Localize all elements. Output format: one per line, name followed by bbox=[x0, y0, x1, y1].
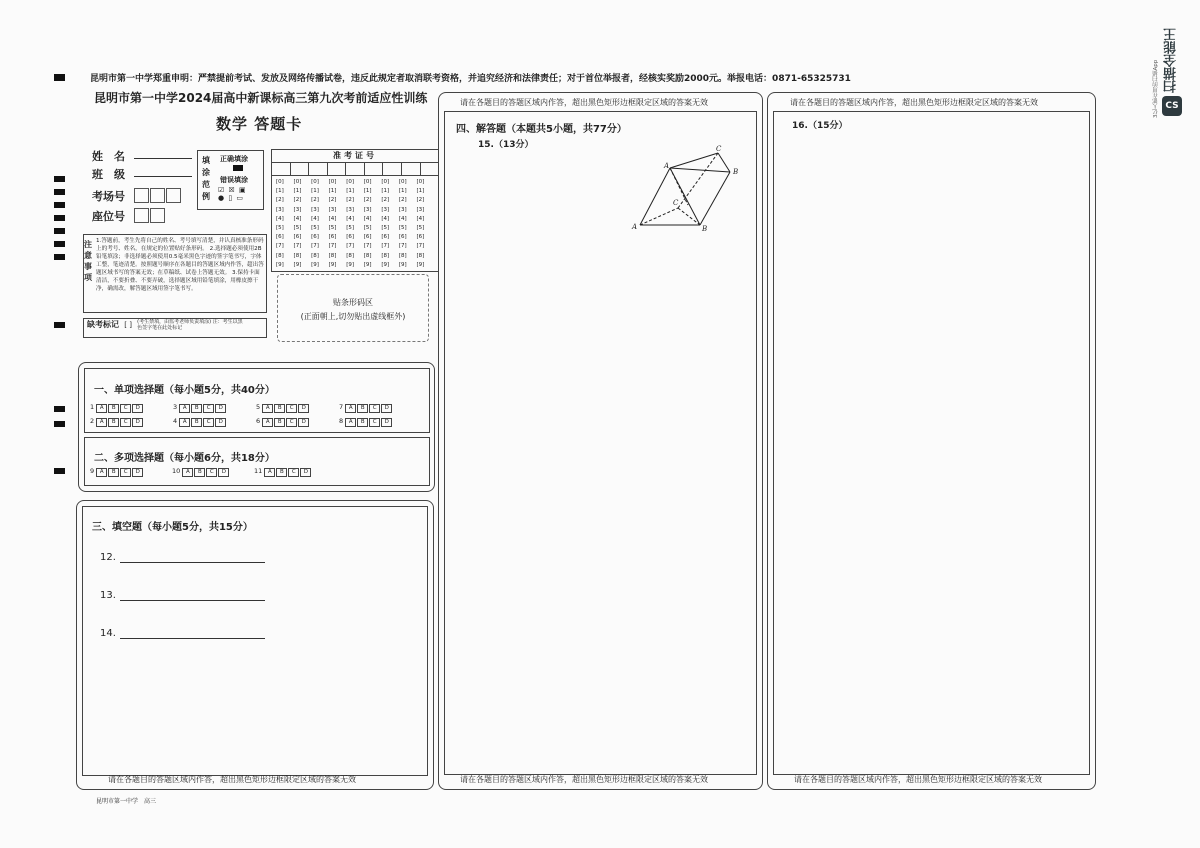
label-c: C bbox=[673, 199, 679, 207]
option-bubble[interactable]: C bbox=[203, 418, 214, 427]
q15-label: 15.（13分） bbox=[478, 140, 534, 150]
admission-bubble[interactable]: [6] bbox=[328, 234, 337, 241]
admission-bubble[interactable]: [1] bbox=[346, 188, 355, 195]
section3-title: 三、填空题（每小题5分，共15分） bbox=[92, 522, 253, 533]
option-bubble[interactable]: B bbox=[357, 418, 368, 427]
footer-small: 昆明市第一中学 高三 bbox=[96, 798, 157, 805]
admission-bubble[interactable]: [3] bbox=[381, 206, 390, 213]
option-bubble[interactable]: A bbox=[96, 418, 107, 427]
question-5-options[interactable] bbox=[256, 403, 310, 413]
admission-bubble[interactable]: [7] bbox=[363, 243, 372, 250]
timing-mark bbox=[54, 202, 65, 208]
barcode-line1: 贴条形码区 bbox=[333, 298, 373, 307]
missing-bracket[interactable]: [ ] bbox=[124, 321, 132, 329]
admission-bubble[interactable]: [3] bbox=[398, 206, 407, 213]
q12-label: 12. bbox=[100, 552, 116, 563]
correct-fill-label: 正确填涂 bbox=[220, 155, 248, 163]
option-bubble[interactable]: D bbox=[132, 418, 143, 427]
timing-mark bbox=[54, 215, 65, 221]
admission-bubble[interactable]: [9] bbox=[416, 261, 425, 268]
admission-bubble[interactable]: [1] bbox=[363, 188, 372, 195]
room-number-cells[interactable] bbox=[134, 185, 182, 204]
exam-title: 昆明市第一中学2024届高中新课标高三第九次考前适应性训练 bbox=[94, 91, 428, 105]
admission-bubble[interactable]: [0] bbox=[416, 179, 425, 185]
q14-row bbox=[100, 628, 265, 639]
admission-bubble[interactable]: [3] bbox=[276, 206, 284, 213]
admission-bubble[interactable]: [6] bbox=[381, 234, 390, 241]
section1-title: 一、单项选择题（每小题5分，共40分） bbox=[94, 385, 275, 396]
label-b: B bbox=[702, 225, 708, 233]
option-bubble[interactable]: B bbox=[194, 468, 205, 477]
answer-area-16[interactable] bbox=[773, 111, 1090, 775]
admission-bubble[interactable]: [7] bbox=[346, 243, 355, 250]
option-bubble[interactable]: A bbox=[179, 404, 190, 413]
admission-bubble[interactable]: [0] bbox=[381, 179, 390, 185]
timing-mark bbox=[54, 406, 65, 412]
option-bubble[interactable]: D bbox=[132, 468, 143, 477]
wrong-fill-label: 错误填涂 bbox=[220, 176, 248, 184]
option-bubble[interactable]: C bbox=[120, 468, 131, 477]
option-bubble[interactable]: C bbox=[120, 418, 131, 427]
admission-bubble[interactable]: [8] bbox=[328, 252, 337, 259]
timing-mark bbox=[54, 468, 65, 474]
q12-answer-line[interactable] bbox=[120, 552, 265, 563]
admission-bubble[interactable]: [7] bbox=[416, 243, 425, 250]
question-number: 7 bbox=[339, 403, 346, 411]
sheet-subtitle: 数学 答题卡 bbox=[216, 115, 303, 133]
admission-bubble[interactable]: [9] bbox=[363, 261, 372, 268]
barcode-area bbox=[277, 274, 429, 342]
admission-number-grid bbox=[271, 149, 439, 272]
section2-title: 二、多项选择题（每小题6分，共18分） bbox=[94, 453, 275, 464]
missing-label: 缺考标记 bbox=[87, 320, 119, 329]
option-bubble[interactable]: B bbox=[357, 404, 368, 413]
option-bubble[interactable]: C bbox=[203, 404, 214, 413]
name-label: 姓 名 bbox=[92, 150, 125, 163]
admission-bubble[interactable]: [7] bbox=[381, 243, 390, 250]
admission-bubble[interactable]: [9] bbox=[276, 261, 284, 268]
question-8-options[interactable] bbox=[339, 417, 393, 427]
admission-bubble[interactable]: [5] bbox=[398, 225, 407, 232]
admission-bubble[interactable]: [0] bbox=[398, 179, 407, 185]
fill-example-vertical-label: 填涂范例 bbox=[202, 156, 210, 201]
timing-mark bbox=[54, 254, 65, 260]
correct-fill-mark bbox=[233, 165, 243, 171]
question-number: 3 bbox=[173, 403, 180, 411]
question-number: 5 bbox=[256, 403, 263, 411]
admission-bubble[interactable]: [1] bbox=[416, 188, 425, 195]
admission-bubble[interactable]: [8] bbox=[293, 252, 302, 259]
question-11-options[interactable] bbox=[254, 467, 312, 477]
admission-bubble[interactable]: [3] bbox=[293, 206, 302, 213]
admission-bubble[interactable]: [5] bbox=[328, 225, 337, 232]
seat-label: 座位号 bbox=[92, 210, 125, 223]
option-bubble[interactable]: C bbox=[206, 468, 217, 477]
admission-write-boxes[interactable] bbox=[272, 163, 438, 176]
admission-bubble[interactable]: [2] bbox=[328, 197, 337, 204]
admission-bubble[interactable]: [5] bbox=[363, 225, 372, 232]
option-bubble[interactable]: D bbox=[215, 418, 226, 427]
option-bubble[interactable]: C bbox=[286, 418, 297, 427]
multi-choice-options[interactable] bbox=[90, 467, 430, 479]
question-2-options[interactable] bbox=[90, 417, 144, 427]
admission-bubble[interactable]: [4] bbox=[311, 215, 319, 222]
q14-answer-line[interactable] bbox=[120, 628, 265, 639]
question-number: 6 bbox=[256, 417, 263, 425]
admission-bubble[interactable]: [5] bbox=[346, 225, 355, 232]
instructions-text: 1.答题前，考生先将自己的姓名、考号填写清楚，并认真核准条形码上的考号、姓名，在规定的位置贴好条形码。 2.选择题必须使用2B铅笔填涂；非选择题必须使用0.5毫米黑色字迹的签字笔书写，字体工整，笔迹清楚。按照题号顺序在各题目的答题区域内作答，超出答题区域书写的答案无效；在草稿纸、试卷上答题无效。 3.保持卡面清洁，不要折叠、不要弄破，选择题区域用铅笔填涂，用橡皮擦干净，确需改，解答题区域用签字笔书写。 bbox=[96, 238, 264, 292]
option-bubble[interactable]: A bbox=[96, 468, 107, 477]
timing-mark bbox=[54, 241, 65, 247]
admission-bubble[interactable]: [3] bbox=[328, 206, 337, 213]
option-bubble[interactable]: B bbox=[108, 404, 119, 413]
seat-number-cells[interactable] bbox=[134, 205, 166, 224]
admission-bubble[interactable]: [9] bbox=[293, 261, 302, 268]
admission-bubble[interactable]: [4] bbox=[381, 215, 390, 222]
option-bubble[interactable]: C bbox=[120, 404, 131, 413]
option-bubble[interactable]: B bbox=[274, 418, 285, 427]
cs-tagline: 3亿人都在用的扫描App bbox=[1153, 59, 1159, 118]
admission-bubble[interactable]: [6] bbox=[276, 234, 284, 241]
q13-label: 13. bbox=[100, 590, 116, 601]
question-number: 1 bbox=[90, 403, 97, 411]
class-field[interactable] bbox=[134, 166, 192, 177]
admission-bubble[interactable]: [3] bbox=[311, 206, 319, 213]
instructions-box bbox=[83, 234, 267, 313]
option-bubble[interactable]: D bbox=[215, 404, 226, 413]
admission-bubble[interactable]: [7] bbox=[311, 243, 319, 250]
q14-label: 14. bbox=[100, 628, 116, 639]
admission-bubble[interactable]: [6] bbox=[363, 234, 372, 241]
admission-bubble[interactable]: [9] bbox=[328, 261, 337, 268]
question-6-options[interactable] bbox=[256, 417, 310, 427]
timing-mark bbox=[54, 189, 65, 195]
question-9-options[interactable] bbox=[90, 467, 144, 477]
question-number: 9 bbox=[90, 467, 97, 475]
question-4-options[interactable] bbox=[173, 417, 227, 427]
admission-bubble[interactable]: [0] bbox=[293, 179, 302, 185]
admission-bubble[interactable]: [2] bbox=[311, 197, 319, 204]
admission-bubble[interactable]: [5] bbox=[311, 225, 319, 232]
instructions-side-label: 注意事项 bbox=[84, 240, 92, 282]
admission-bubble[interactable]: [3] bbox=[363, 206, 372, 213]
column2-top-warning: 请在各题目的答题区域内作答，超出黑色矩形边框限定区域的答案无效 bbox=[460, 98, 708, 107]
admission-bubble[interactable]: [1] bbox=[398, 188, 407, 195]
admission-bubble[interactable]: [8] bbox=[416, 252, 425, 259]
admission-bubble[interactable]: [6] bbox=[293, 234, 302, 241]
admission-bubble[interactable]: [9] bbox=[381, 261, 390, 268]
admission-bubble[interactable]: [1] bbox=[381, 188, 390, 195]
missing-note: (考生禁填，由监考老师负责填涂) 注：考生以黑色签字笔在此处标记 bbox=[137, 319, 243, 331]
missing-exam-mark bbox=[83, 318, 267, 338]
timing-mark bbox=[54, 74, 65, 81]
fill-example-box bbox=[197, 150, 264, 210]
admission-bubble[interactable]: [6] bbox=[346, 234, 355, 241]
q13-row bbox=[100, 590, 265, 601]
option-bubble[interactable]: D bbox=[218, 468, 229, 477]
admission-bubble[interactable]: [4] bbox=[416, 215, 425, 222]
label-a: A bbox=[632, 223, 638, 231]
question-7-options[interactable] bbox=[339, 403, 393, 413]
admission-bubble[interactable]: [2] bbox=[346, 197, 355, 204]
admission-bubble[interactable]: [0] bbox=[363, 179, 372, 185]
admission-bubble[interactable]: [1] bbox=[328, 188, 337, 195]
timing-mark bbox=[54, 421, 65, 427]
header-notice: 昆明市第一中学郑重申明：严禁提前考试、发放及网络传播试卷，违反此规定者取消联考资格，并追究经济和法律责任；对于首位举报者，经核实奖励2000元。举报电话：0871-65325731 bbox=[90, 74, 851, 84]
question-number: 8 bbox=[339, 417, 346, 425]
admission-bubble[interactable]: [2] bbox=[363, 197, 372, 204]
room-label: 考场号 bbox=[92, 190, 125, 203]
admission-bubble[interactable]: [0] bbox=[328, 179, 337, 185]
option-bubble[interactable]: C bbox=[369, 404, 380, 413]
option-bubble[interactable]: A bbox=[264, 468, 275, 477]
option-bubble[interactable]: C bbox=[288, 468, 299, 477]
admission-bubble[interactable]: [8] bbox=[276, 252, 284, 259]
admission-bubble[interactable]: [8] bbox=[398, 252, 407, 259]
q12-row bbox=[100, 552, 265, 563]
option-bubble[interactable]: B bbox=[276, 468, 287, 477]
admission-bubble[interactable]: [8] bbox=[346, 252, 355, 259]
admission-bubble[interactable]: [5] bbox=[293, 225, 302, 232]
cs-brand: 扫描全能王 bbox=[1164, 28, 1179, 93]
admission-bubble[interactable]: [2] bbox=[398, 197, 407, 204]
option-bubble[interactable]: C bbox=[369, 418, 380, 427]
admission-title: 准考证号 bbox=[272, 150, 438, 163]
admission-bubble[interactable]: [8] bbox=[311, 252, 319, 259]
section4-title: 四、解答题（本题共5小题，共77分） bbox=[456, 124, 627, 135]
option-bubble[interactable]: A bbox=[345, 404, 356, 413]
admission-bubble[interactable]: [4] bbox=[293, 215, 302, 222]
admission-bubble[interactable]: [1] bbox=[311, 188, 319, 195]
admission-bubble[interactable]: [9] bbox=[398, 261, 407, 268]
admission-bubble[interactable]: [3] bbox=[346, 206, 355, 213]
admission-bubble[interactable]: [2] bbox=[416, 197, 425, 204]
admission-bubble[interactable]: [4] bbox=[363, 215, 372, 222]
label-a1: A bbox=[664, 162, 670, 170]
option-bubble[interactable]: C bbox=[286, 404, 297, 413]
admission-bubble[interactable]: [5] bbox=[416, 225, 425, 232]
admission-bubble[interactable]: [4] bbox=[398, 215, 407, 222]
admission-bubble[interactable]: [9] bbox=[311, 261, 319, 268]
option-bubble[interactable]: A bbox=[96, 404, 107, 413]
column3-bottom-warning: 请在各题目的答题区域内作答，超出黑色矩形边框限定区域的答案无效 bbox=[794, 775, 1042, 784]
option-bubble[interactable]: A bbox=[182, 468, 193, 477]
admission-bubble[interactable]: [8] bbox=[363, 252, 372, 259]
question-1-options[interactable] bbox=[90, 403, 144, 413]
admission-bubble[interactable]: [6] bbox=[416, 234, 425, 241]
admission-bubble[interactable]: [0] bbox=[311, 179, 319, 185]
option-bubble[interactable]: D bbox=[381, 418, 392, 427]
timing-mark bbox=[54, 228, 65, 234]
option-bubble[interactable]: A bbox=[262, 418, 273, 427]
label-c1: C bbox=[716, 145, 722, 153]
question-number: 10 bbox=[172, 467, 183, 475]
option-bubble[interactable]: B bbox=[191, 404, 202, 413]
admission-bubble[interactable]: [9] bbox=[346, 261, 355, 268]
admission-bubble[interactable]: [4] bbox=[276, 215, 284, 222]
question-3-options[interactable] bbox=[173, 403, 227, 413]
admission-bubble[interactable]: [8] bbox=[381, 252, 390, 259]
admission-bubble[interactable]: [6] bbox=[311, 234, 319, 241]
admission-bubble[interactable]: [2] bbox=[293, 197, 302, 204]
option-bubble[interactable]: D bbox=[300, 468, 311, 477]
q13-answer-line[interactable] bbox=[120, 590, 265, 601]
question-number: 2 bbox=[90, 417, 97, 425]
barcode-line2: (正面朝上,切勿贴出虚线框外) bbox=[300, 312, 406, 321]
timing-mark bbox=[54, 322, 65, 328]
admission-bubble[interactable]: [4] bbox=[328, 215, 337, 222]
prism-figure bbox=[628, 140, 748, 235]
column1-bottom-warning: 请在各题目的答题区域内作答，超出黑色矩形边框限定区域的答案无效 bbox=[108, 775, 356, 784]
admission-bubble[interactable]: [7] bbox=[276, 243, 284, 250]
admission-bubble[interactable]: [1] bbox=[293, 188, 302, 195]
option-bubble[interactable]: A bbox=[262, 404, 273, 413]
admission-bubble[interactable]: [5] bbox=[276, 225, 284, 232]
admission-bubble[interactable]: [0] bbox=[346, 179, 355, 185]
column3-top-warning: 请在各题目的答题区域内作答，超出黑色矩形边框限定区域的答案无效 bbox=[790, 98, 1038, 107]
option-bubble[interactable]: B bbox=[108, 468, 119, 477]
option-bubble[interactable]: D bbox=[132, 404, 143, 413]
option-bubble[interactable]: D bbox=[298, 404, 309, 413]
wrong-fill-marks: ☑ ☒ ▣ ● ▯ ▭ bbox=[218, 186, 247, 202]
label-b1: B bbox=[733, 168, 739, 176]
class-label: 班 级 bbox=[92, 168, 125, 181]
admission-bubble[interactable]: [6] bbox=[398, 234, 407, 241]
q16-label: 16.（15分） bbox=[792, 121, 848, 131]
question-number: 4 bbox=[173, 417, 180, 425]
name-field[interactable] bbox=[134, 148, 192, 159]
option-bubble[interactable]: A bbox=[345, 418, 356, 427]
fill-blank-box bbox=[82, 506, 428, 776]
column2-bottom-warning: 请在各题目的答题区域内作答，超出黑色矩形边框限定区域的答案无效 bbox=[460, 775, 708, 784]
admission-bubble[interactable]: [5] bbox=[381, 225, 390, 232]
scanner-badge bbox=[1153, 18, 1188, 118]
admission-bubble[interactable]: [2] bbox=[381, 197, 390, 204]
question-number: 11 bbox=[254, 467, 265, 475]
admission-bubble[interactable]: [7] bbox=[293, 243, 302, 250]
option-bubble[interactable]: B bbox=[274, 404, 285, 413]
admission-bubble[interactable]: [1] bbox=[276, 188, 284, 195]
option-bubble[interactable]: A bbox=[179, 418, 190, 427]
cs-logo-icon: CS bbox=[1162, 96, 1182, 116]
admission-bubble[interactable]: [4] bbox=[346, 215, 355, 222]
single-choice-options[interactable] bbox=[90, 403, 430, 431]
admission-bubbles[interactable] bbox=[272, 176, 438, 272]
question-10-options[interactable] bbox=[172, 467, 230, 477]
admission-bubble[interactable]: [0] bbox=[276, 179, 284, 185]
timing-mark bbox=[54, 176, 65, 182]
admission-bubble[interactable]: [3] bbox=[416, 206, 425, 213]
option-bubble[interactable]: D bbox=[298, 418, 309, 427]
option-bubble[interactable]: B bbox=[108, 418, 119, 427]
option-bubble[interactable]: B bbox=[191, 418, 202, 427]
admission-bubble[interactable]: [2] bbox=[276, 197, 284, 204]
option-bubble[interactable]: D bbox=[381, 404, 392, 413]
admission-bubble[interactable]: [7] bbox=[398, 243, 407, 250]
admission-bubble[interactable]: [7] bbox=[328, 243, 337, 250]
